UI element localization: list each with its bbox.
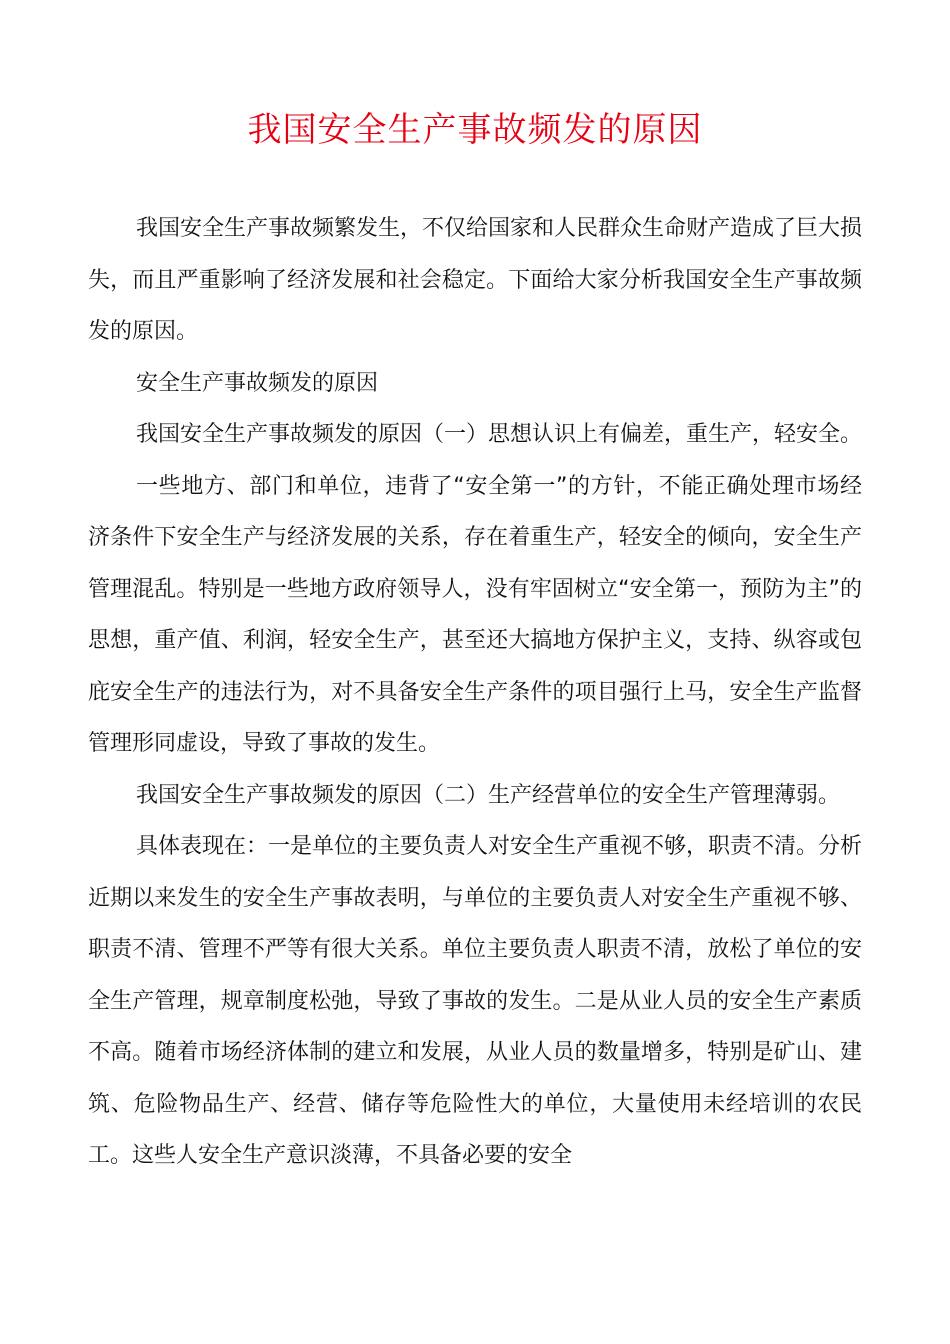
paragraph-reason-one-detail: 一些地方、部门和单位，违背了“安全第一”的方针，不能正确处理市场经济条件下安全生产与经济发展的关系，存在着重生产，轻安全的倾向，安全生产管理混乱。特别是一些地方政府领导人，没有牢固树立“安全第一，预防为主”的思想，重产值、利润，轻安全生产，甚至还大搞地方保护主义，支持、纵容或包庇安全生产的违法行为，对不具备安全生产条件的项目强行上马，安全生产监督管理形同虚设，导致了事故的发生。 (88, 473, 862, 756)
document-body (88, 203, 862, 1182)
paragraph-section-heading: 安全生产事故频发的原因 (136, 370, 379, 396)
paragraph-reason-two-detail: 具体表现在：一是单位的主要负责人对安全生产重视不够，职责不清。分析近期以来发生的安全生产事故表明，与单位的主要负责人对安全生产重视不够、职责不清、管理不严等有很大关系。单位主要负责人职责不清，放松了单位的安全生产管理，规章制度松弛，导致了事故的发生。二是从业人员的安全生产素质不高。随着市场经济体制的建立和发展，从业人员的数量增多，特别是矿山、建筑、危险物品生产、经营、储存等危险性大的单位，大量使用未经培训的农民工。这些人安全生产意识淡薄，不具备必要的安全 (88, 834, 863, 1168)
document-title: 我国安全生产事故频发的原因 (247, 110, 703, 150)
paragraph-reason-two-heading: 我国安全生产事故频发的原因（二）生产经营单位的安全生产管理薄弱。 (136, 782, 841, 808)
paragraph-intro: 我国安全生产事故频繁发生，不仅给国家和人民群众生命财产造成了巨大损失，而且严重影响了经济发展和社会稳定。下面给大家分析我国安全生产事故频发的原因。 (88, 216, 863, 344)
paragraph-reason-one-heading: 我国安全生产事故频发的原因（一）思想认识上有偏差，重生产，轻安全。 (136, 422, 863, 447)
